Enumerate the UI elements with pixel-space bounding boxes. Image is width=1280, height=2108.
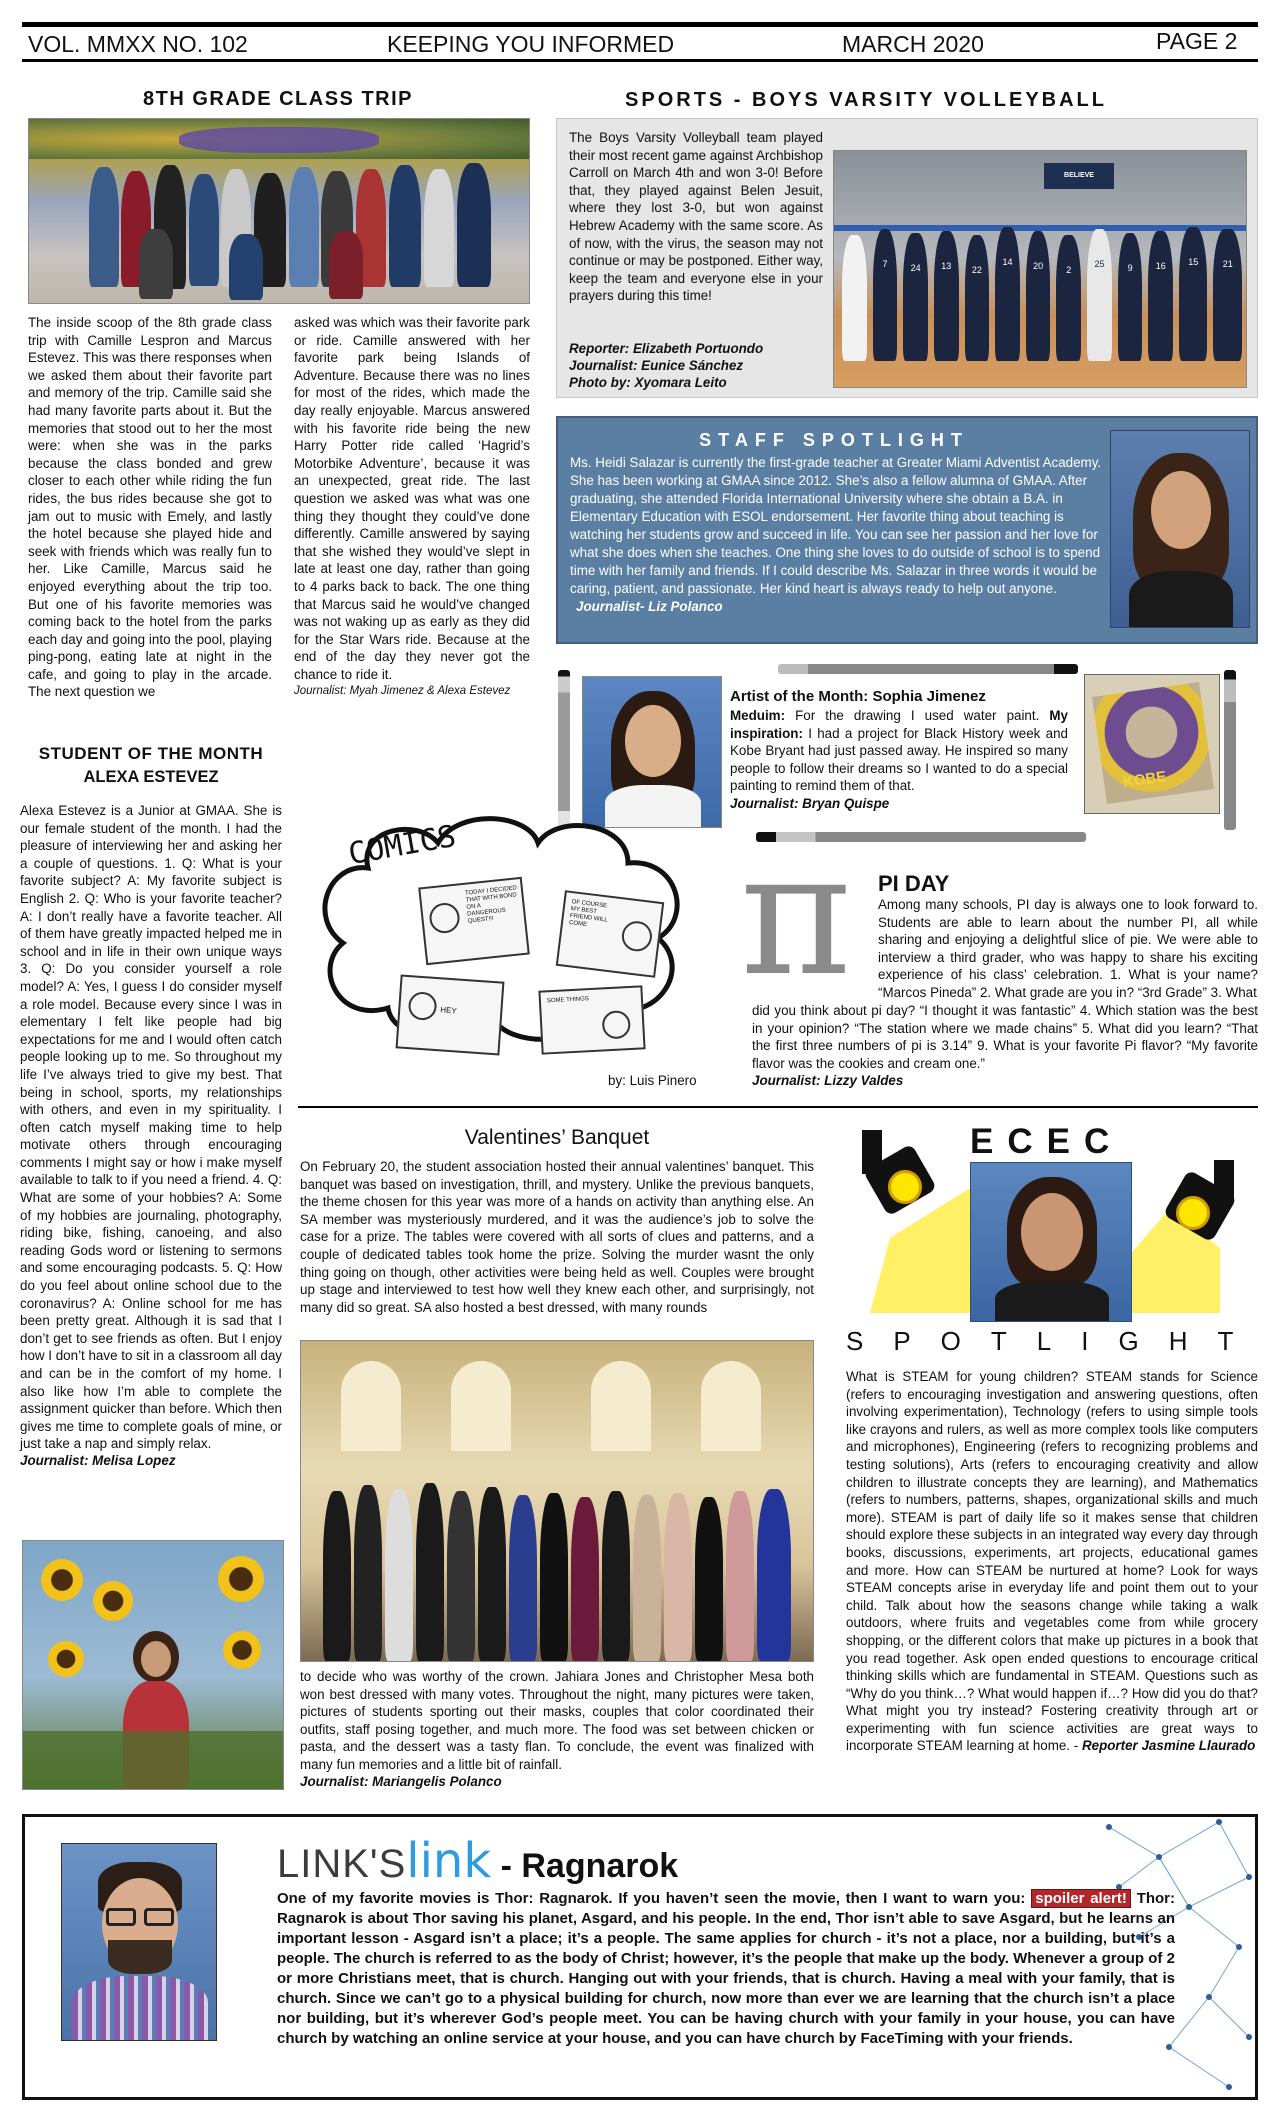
valentines-bottom-wrap	[300, 1668, 814, 1789]
masthead-volume: VOL. MMXX NO. 102	[28, 31, 248, 57]
jersey: 24	[903, 233, 928, 361]
ecec-photo	[970, 1162, 1132, 1322]
staff-spotlight-credit: Journalist- Liz Polanco	[576, 599, 723, 614]
artist-inspiration-label: My inspiration:	[730, 708, 1068, 741]
section-rule	[298, 1106, 1258, 1108]
ecec-title: ECEC	[970, 1122, 1124, 1161]
jersey: 2	[1056, 235, 1081, 361]
pi-day-text-top: Among many schools, PI day is always one to look forward to. Students are able to learn about the number PI, all while sharing and enjoying a delightful slice of pie. We were able to interview a third grader, who was happy to share his exciting experience of his class’ celebration. 1. What is your name? “Marcos Pineda” 2. What grade are you in? “3rd Grade” 3. What	[878, 897, 1258, 1000]
volleyball-banner: BELIEVE	[1044, 163, 1114, 189]
comic-panel-2	[556, 890, 665, 978]
artist-heading: Artist of the Month: Sophia Jimenez	[730, 688, 986, 705]
volleyball-text: The Boys Varsity Volleyball team played their most recent game against Archbishop Carroll on March 4th and won 3-0! Before that, they played against Belen Jesuit, where they lost 3-0, but won against Hebrew Academy with the same score. As of now, with the virus, the season may not continue or may be postponed. Either way, keep the team and everyone else in your prayers during this time!	[569, 130, 823, 304]
masthead-page: PAGE 2	[1156, 28, 1238, 54]
links-box	[22, 1814, 1258, 2100]
jersey: 21	[1213, 229, 1241, 361]
staff-spotlight-text: Ms. Heidi Salazar is currently the first-grade teacher at Greater Miami Adventist Academy. She has been working at GMAA since 2012. She’s also a fellow alumna of GMAA. After graduating, she attended Florida International University where she obtain a B.A. in Elementary Education with ESOL endorsement. Her favorite thing about teaching is watching her students grow and succeed in life. You can see her passion and her love for what she does when she teaches. One thing she loves to do outside of school is to spend time with her family and friends. If I could describe Ms. Salazar in three words it would be caring, patient, and passionate. Her kind heart is always ready to help out anyone.	[570, 455, 1102, 596]
student-month-credit: Journalist: Melisa Lopez	[20, 1452, 176, 1468]
student-month-text: Alexa Estevez is a Junior at GMAA. She is our female student of the month. I had the pleasure of interviewing her and asking her a couple of questions. 1. Q: What is your favorite subject? A: My favorite subject is English 2. Q: Who is your favorite teacher? A: I don’t really have a favorite teacher. All of them have greatly impacted helped me in school and in life in their own unique ways 3. Q: Do you consider yourself a role model? A: Yes, I guess I do consider myself a role model. Because every since I was in elementary I felt like people had big expectations for me and I would often catch people looking up to me. So throughout my life I’ve always tried to give my best. That being in school, sports, my relationships with others, and even in my spirituality. I often catch myself making time to help motivate others through encouraging comments I might say or how i make myself available to talk to if you need a friend. 4. Q: What are some of your hobbies? A: Some of my hobbies are journaling, photography, riding bike, fishing, canoeing, and also reading Gods word or listening to sermons and some encouraging podcasts. 5. Q: How do you feel about online school due to the coronavirus? A: Online school for me has been pretty great. Although it is sad that I don’t get to see friends as often. But I enjoy how I don’t have to sit in a classroom all day and can be in the comfort of my home. I also like how I’m able to complete the assignment quicker than before. Which then gives me time to complete goals of mine, or just take a nap and simply relax.	[20, 803, 282, 1452]
artist-text-wrap	[730, 707, 1068, 813]
class-trip-title: 8TH GRADE CLASS TRIP	[142, 88, 414, 110]
student-month-name: ALEXA ESTEVEZ	[83, 768, 219, 786]
jersey: 16	[1148, 231, 1173, 361]
comics-credit: by: Luis Pinero	[608, 1073, 697, 1088]
pencil-top-icon	[778, 664, 1078, 674]
links-text: Thor: Ragnarok is about Thor saving his planet, Asgard, and his people. In the end, Thor isn’t able to save Asgard, but he learns an important lesson - Asgard isn’t a place; it’s a people. The same applies for church - it’s not a place, nor a building, but it’s a people. The church is referred to as the body of Christ; however, it’s the people that make up the body. Whenever a group of 2 or more Christians meet, that is church. Hanging out with your friends, that is church. Having a meal with your family, that is church. Since we can’t go to a physical building for church, now more than ever we are learning that the church isn’t a place nor building, but it’s wherever God’s people meet. You can be having church with your family in your house, you can have church by watching an online service at your house, and you can have church by FaceTiming with your friends.	[277, 1890, 1176, 2047]
spotlight-right-icon	[1166, 1160, 1236, 1240]
class-trip-photo	[28, 118, 530, 304]
pi-day-title: PI DAY	[878, 871, 950, 896]
artist-medium-text: For the drawing I used water paint.	[785, 708, 1040, 723]
links-intro: One of my favorite movies is Thor: Ragnarok. If you haven’t seen the movie, then I want to warn you:	[277, 1890, 1026, 1907]
painting-text: KOBE	[1122, 768, 1168, 791]
volleyball-journalist: Journalist: Eunice Sánchez	[569, 358, 744, 373]
jersey: 7	[873, 229, 898, 361]
jersey: 20	[1026, 231, 1051, 361]
artist-inspiration-text: I had a project for Black History week and Kobe Bryant had just passed away. He inspired so many people to follow their dreams so I wanted to do a special painting to remind them of that.	[730, 725, 1068, 794]
volleyball-photo	[833, 150, 1247, 388]
pi-day-continued	[752, 1002, 1258, 1090]
comic-panel-1-text: TODAY I DECIDED THAT WITH BOND ON A DANGEROUS QUEST!!!	[464, 885, 518, 925]
links-brand-b: link	[406, 1833, 492, 1889]
valentines-credit: Journalist: Mariangelis Polanco	[300, 1773, 502, 1789]
class-trip-col2: asked was which was their favorite park or ride. Camille answered with her favorite park being Islands of Adventure. Because there was no lines for most of the rides, which made the day really enjoyable. Marcus answered with his favorite ride being the new Harry Potter ride called ‘Hagrid’s Motorbike Adventure’, because it was an unexpected, great ride. The last question we asked was what was one thing they thought they could’ve done differently. Camille answered by saying that she wished they would’ve slept in late at least one day, rather than going to 4 parks back to back. The one thing that Marcus said he would’ve changed was not waking up as early as they did for the Star Wars ride. Because at the end of the day they never got the chance to ride it.	[294, 315, 530, 682]
pencil-left-icon	[558, 670, 570, 830]
volleyball-team-row	[842, 221, 1242, 361]
jersey: 13	[934, 231, 959, 361]
ecec-subtitle: SPOTLIGHT	[846, 1326, 1264, 1356]
links-dash: -	[491, 1847, 522, 1885]
pi-day-top-wrap	[878, 896, 1258, 1002]
staff-spotlight-box	[556, 416, 1258, 644]
pi-day-text-cont: did you think about pi day? “I thought it was fantastic” 4. Which station was the best in your opinion? “The station where we made chains” 5. What did you learn? “That the first three numbers of pi is 3.14” 9. What is your favorite Pi flavor? “My favorite flavor was the cookies and cream one.”	[752, 1003, 1258, 1071]
valentines-text-bottom: to decide who was worthy of the crown. Jahiara Jones and Christopher Mesa both won best dressed with many votes. Throughout the night, many pictures were taken, pictures of students sporting out their masks, couples that color coordinated their outfits, staff posing together, and much more. The food was set between chicken or pasta, and the dessert was a tasty flan. To conclude, the event was finalized with many fun memories and a little bit of rainfall.	[300, 1669, 814, 1772]
comic-panel-4-text: SOME THINGS	[546, 996, 589, 1005]
artist-photo	[582, 676, 722, 828]
pi-day-credit: Journalist: Lizzy Valdes	[752, 1073, 904, 1089]
artist-painting	[1084, 674, 1220, 814]
masthead-motto: KEEPING YOU INFORMED	[387, 31, 675, 57]
comics-title: COMICS	[345, 818, 459, 873]
valentines-text-top: On February 20, the student association hosted their annual valentines’ banquet. This banquet was based on investigation, thrill, and mystery. Unlike the previous banquets, the theme chosen for this year was more of a hands on activity than anything else. An SA member was mysteriously murdered, and it was the audience’s job to solve the case for a prize. The tables were covered with all sorts of clues and patterns, and a couple of dedicated tables took home the prize. Solving the murder wasnt the only thing going on though, other activities were being held as well. Couples were brought up stage and interviewed to test how well they knew each other, and surprisingly, not many did so great. SA also hosted a best dressed, with many rounds	[300, 1159, 814, 1315]
class-trip-col2-wrap	[294, 314, 530, 697]
comic-panel-3-text: HEY	[440, 1005, 458, 1016]
ecec-wrap	[846, 1368, 1258, 1755]
valentines-photo	[300, 1340, 814, 1662]
comic-panel-3	[396, 974, 505, 1055]
student-month-title: STUDENT OF THE MONTH	[38, 744, 264, 763]
masthead-top-rule	[22, 22, 1258, 27]
volleyball-box	[556, 118, 1258, 398]
spotlight-left-icon	[862, 1130, 932, 1210]
jersey: 15	[1179, 227, 1207, 361]
pi-symbol: π	[740, 816, 852, 1014]
links-brand-a: LINK'S	[277, 1842, 407, 1886]
artist-credit: Journalist: Bryan Quispe	[730, 795, 890, 811]
ecec-credit: Reporter Jasmine Llaurado	[1081, 1738, 1256, 1754]
class-trip-credit: Journalist: Myah Jimenez & Alexa Estevez	[294, 685, 511, 698]
links-text-wrap	[277, 1889, 1175, 2049]
jersey: 22	[965, 235, 990, 361]
jersey: 9	[1118, 233, 1143, 361]
student-month-photo	[22, 1540, 284, 1790]
masthead-bottom-rule	[22, 59, 1258, 62]
banquet-group	[323, 1441, 793, 1661]
volleyball-photo-credit: Photo by: Xyomara Leito	[569, 375, 727, 390]
valentines-title: Valentines’ Banquet	[464, 1126, 650, 1149]
staff-spotlight-wrap	[570, 454, 1104, 616]
volleyball-reporter: Reporter: Elizabeth Portuondo	[569, 341, 764, 356]
brush-right-icon	[1224, 670, 1236, 830]
links-photo	[61, 1843, 217, 2041]
artist-medium-label: Meduim:	[730, 708, 786, 723]
comic-panel-2-text: OF COURSE MY BEST FRIEND WILL COME	[568, 899, 608, 929]
ecec-text: What is STEAM for young children? STEAM stands for Science (refers to encouraging investigation and answering questions, often involving experimentation), Technology (refers to using simple tools like crayons and rulers, as well as more complex tools like computers and microphones), Engineering (refers to recognizing problems and testing solutions), Arts (refers to encouraging creativity and allow children to illustrate concepts they are learning), and Mathematics (refers to numbers, patterns, shapes, organizational skills and much more). STEAM is part of daily life so it makes sense that children should explore these subjects in an integrated way every day through books, discussions, experiments, art projects, educational games and more. How can STEAM be nurtured at home? Look for ways STEAM concepts arise in everyday life and point them out to your child. Talk about how the seasons change while taking a walk outdoors, where fruits and vegetables come from while grocery shopping, or the different colors that make up pictures in a book that you read together. Ask open ended questions to encourage critical thinking skills which are fundamental in STEAM. Questions such as “Why do you think…? What would happen if…? How did you do that? What might you try instead? Fostering creativity through art or experimenting with fun science activities are great ways to incorporate STEAM learning at home. -	[846, 1369, 1258, 1754]
volleyball-title: SPORTS - BOYS VARSITY VOLLEYBALL	[625, 89, 1107, 111]
staff-spotlight-photo	[1110, 430, 1250, 628]
student-month-wrap	[20, 802, 282, 1468]
links-header	[277, 1833, 678, 1889]
jersey: 14	[995, 227, 1020, 361]
comic-panel-4	[538, 985, 645, 1054]
spoiler-alert-badge: spoiler alert!	[1031, 1889, 1131, 1908]
jersey: 25	[1087, 229, 1112, 361]
comic-panel-1	[418, 877, 530, 965]
masthead	[22, 22, 1258, 64]
class-trip-col1: The inside scoop of the 8th grade class trip with Camille Lespron and Marcus Estevez. This was there responses when we asked them about their favorite part and memory of the trip. Camille said she had many favorite parts about it. But the memories that stood out to her the most were: when she was in the parks because the class bonded and grew closer to each other while riding the fun rides, the bus rides because she got to jam out to music with Emely, and lastly the hotel because she played hide and seek with friends which was really fun to her. Like Camille, Marcus said he enjoyed everything about the trip too. But one of his favorite memories was coming back to the hotel from the parks each day and going into the pool, playing ping-pong, eating late at night in the cafe, and going to play in the arcade. The next question we	[28, 315, 272, 700]
masthead-date: MARCH 2020	[842, 31, 984, 57]
staff-spotlight-title: STAFF SPOTLIGHT	[699, 430, 969, 450]
links-title: Ragnarok	[521, 1847, 679, 1885]
